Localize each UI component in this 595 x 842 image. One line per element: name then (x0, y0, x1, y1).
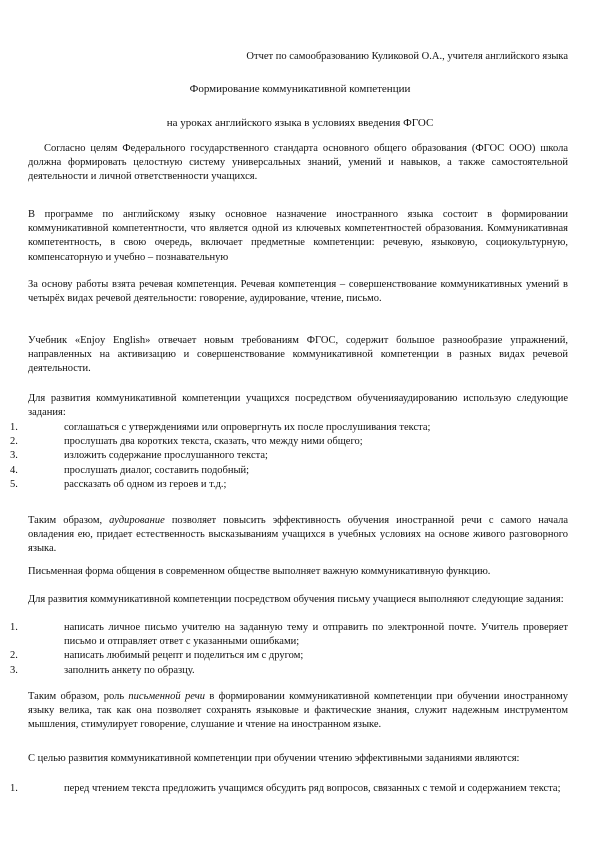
list-item-text: перед чтением текста предложить учащимся обсудить ряд вопросов, связанных с темой и содержанием текста; (64, 783, 561, 794)
list-item-number: 2. (10, 650, 18, 662)
list-item-number: 4. (10, 464, 18, 476)
list-item (10, 478, 568, 492)
list-item (10, 449, 568, 463)
list-item-text: написать личное письмо учителю на заданную тему и отправить по электронной почте. Учитель проверяет письмо и отправляет ответ с указанными ошибками; (64, 622, 568, 648)
paragraph-listening-intro: Для развития коммуникативной компетенции учащихся посредством обученияаудированию использую следующие задания: (28, 393, 568, 419)
paragraph-textbook: Учебник «Enjoy English» отвечает новым требованиям ФГОС, содержит большое разнообразие упражнений, направленных на активизацию и совершенствование коммуникативной компетенции в разных видах речевой деятельности. (28, 335, 568, 375)
list-item (10, 464, 568, 478)
conclusion-lead: Таким образом, (28, 515, 110, 526)
list-item (10, 664, 568, 678)
list-item (10, 649, 568, 663)
list-item-number: 1. (10, 422, 18, 433)
document-subtitle: на уроках английского языка в условиях введения ФГОС (166, 117, 434, 129)
paragraph-reading-intro: С целью развития коммуникативной компетенции при обучении чтению эффективными заданиями являются: (28, 753, 520, 764)
list-item-number: 5. (10, 478, 18, 490)
list-item-text: рассказать об одном из героев и т.д.; (64, 478, 227, 490)
conclusion-rest: позволяет повысить эффективность обучения иностранной речи с самого начала овладения ею, придает естественность высказываниям учащихся в учебных условиях на основе живого разговорного языка. (28, 515, 568, 555)
document-title: Формирование коммуникативной компетенции (189, 83, 411, 95)
paragraph-written-form: Письменная форма общения в современном обществе выполняет важную коммуникативную функцию. (28, 566, 491, 577)
paragraph-listening-conclusion (28, 514, 568, 557)
report-header: Отчет по самообразованию Куликовой О.А., учителя английского языка (246, 51, 568, 62)
list-item-number: 1. (10, 783, 18, 794)
list-item-text: изложить содержание прослушанного текста; (64, 450, 268, 462)
list-item-number: 3. (10, 450, 18, 462)
conclusion-lead: Таким образом, роль (28, 691, 129, 702)
writing-tasks-list (10, 621, 568, 678)
list-item (10, 621, 568, 649)
emphasis-writing: письменной речи (128, 691, 205, 702)
list-item-number: 1. (10, 622, 18, 633)
paragraph-speech-competence: За основу работы взята речевая компетенция. Речевая компетенция – совершенствование коммуникативных умений в четырёх видах речевой деятельности: говорение, аудирование, чтение, письмо. (28, 279, 568, 305)
list-item (10, 435, 568, 449)
list-item-text: прослушать два коротких текста, сказать, что между ними общего; (64, 436, 363, 448)
conclusion-rest: в формировании коммуникативной компетенции при обучении иностранному языку велика, так как она позволяет сохранять языковые и фактические знания, служит надежным инструментом мышления, стимулирует говорение, слушание и чтение на иностранном языке. (28, 691, 568, 731)
listening-tasks-list (10, 421, 568, 492)
paragraph-fgos-goals: Согласно целям Федерального государственного стандарта основного общего образования (ФГОС ООО) школа должна формировать целостную систему универсальных знаний, умений и навыков, а также самостоятельной деятельности и личной ответственности учащихся. (28, 143, 568, 183)
list-item (10, 782, 568, 796)
reading-tasks-list (10, 782, 568, 796)
list-item (10, 421, 568, 435)
paragraph-writing-conclusion (28, 690, 568, 733)
list-item-text: прослушать диалог, составить подобный; (64, 464, 250, 476)
paragraph-program: В программе по английскому языку основное назначение иностранного языка состоит в формировании коммуникативной компетентности, что является одной из ключевых компетентностей образования. Коммуникативная компетентность, в свою очередь, включает предметные компетенции: речевую, языковую, социокультурную, компенсаторную и учебно – познавательную (28, 209, 568, 263)
list-item-number: 3. (10, 664, 18, 676)
list-item-text: написать любимый рецепт и поделиться им с другом; (64, 650, 304, 662)
list-item-number: 2. (10, 436, 18, 448)
list-item-text: заполнить анкету по образцу. (64, 664, 195, 676)
paragraph-writing-intro: Для развития коммуникативной компетенции посредством обучения письму учащиеся выполняют следующие задания: (28, 594, 564, 605)
emphasis-listening: аудирование (109, 515, 165, 526)
list-item-text: соглашаться с утверждениями или опровергнуть их после прослушивания текста; (64, 422, 431, 433)
